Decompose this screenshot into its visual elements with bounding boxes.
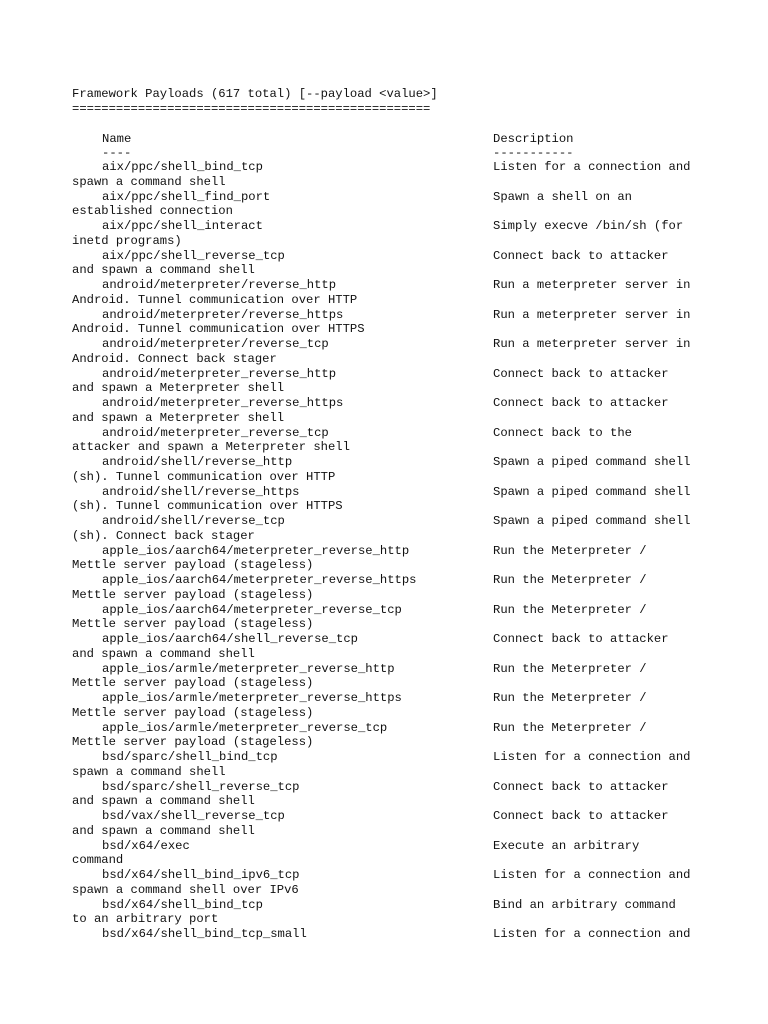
- payload-name: apple_ios/aarch64/meterpreter_reverse_tcp: [102, 602, 402, 617]
- description-column-header: Description: [493, 132, 574, 146]
- payload-description-continued: and spawn a command shell: [72, 646, 255, 661]
- payload-description-continued: Mettle server payload (stageless): [72, 676, 314, 690]
- payload-description-continued: and spawn a command shell: [72, 823, 255, 838]
- payload-name: aix/ppc/shell_reverse_tcp: [102, 248, 285, 263]
- payload-name: android/meterpreter/reverse_tcp: [102, 337, 329, 351]
- title-underline: =================================================: [72, 102, 431, 116]
- payload-name: android/shell/reverse_https: [102, 484, 300, 499]
- payload-name: aix/ppc/shell_find_port: [102, 189, 271, 204]
- payload-description-continued: spawn a command shell: [72, 174, 226, 189]
- payload-description: Run the Meterpreter /: [493, 602, 647, 617]
- description-column-underline: -----------: [493, 146, 574, 160]
- payload-description: Connect back to attacker: [493, 809, 669, 823]
- payload-description-continued: Mettle server payload (stageless): [72, 735, 314, 749]
- payload-description-continued: Mettle server payload (stageless): [72, 587, 314, 602]
- payload-description-continued: Mettle server payload (stageless): [72, 558, 314, 572]
- payload-name: android/meterpreter/reverse_https: [102, 307, 344, 322]
- payload-description: Bind an arbitrary command: [493, 897, 676, 912]
- payload-name: bsd/x64/exec: [102, 838, 190, 853]
- payload-description: Connect back to attacker: [493, 248, 669, 263]
- name-column-underline: ----: [102, 146, 132, 160]
- payload-name: aix/ppc/shell_interact: [102, 219, 263, 233]
- payload-description: Spawn a piped command shell: [493, 455, 691, 469]
- payload-name: bsd/sparc/shell_reverse_tcp: [102, 779, 300, 794]
- payload-name: android/shell/reverse_http: [102, 455, 293, 469]
- payload-name: bsd/x64/shell_bind_ipv6_tcp: [102, 868, 300, 882]
- listing-title: Framework Payloads (617 total) [--payload <value>]: [72, 87, 438, 101]
- payload-name: apple_ios/armle/meterpreter_reverse_http: [102, 661, 395, 676]
- payload-name: bsd/sparc/shell_bind_tcp: [102, 750, 278, 764]
- payload-description-continued: Android. Connect back stager: [72, 351, 277, 366]
- payload-description: Connect back to attacker: [493, 632, 669, 646]
- payload-description-continued: spawn a command shell over IPv6: [72, 882, 299, 897]
- payload-name: apple_ios/aarch64/meterpreter_reverse_http: [102, 543, 410, 558]
- payload-description: Connect back to attacker: [493, 366, 669, 381]
- payload-description: Connect back to the: [493, 425, 632, 440]
- payload-name: bsd/x64/shell_bind_tcp_small: [102, 927, 307, 941]
- payload-description-continued: spawn a command shell: [72, 764, 226, 779]
- payload-description-continued: and spawn a Meterpreter shell: [72, 381, 285, 395]
- payload-description: Spawn a piped command shell: [493, 514, 691, 528]
- payload-description-continued: and spawn a command shell: [72, 794, 255, 808]
- payload-name: android/meterpreter/reverse_http: [102, 278, 337, 292]
- payload-description-continued: attacker and spawn a Meterpreter shell: [72, 440, 350, 454]
- payload-name: aix/ppc/shell_bind_tcp: [102, 160, 263, 174]
- payload-description: Run the Meterpreter /: [493, 691, 647, 705]
- payload-description: Run the Meterpreter /: [493, 720, 647, 735]
- payload-description-continued: command: [72, 853, 124, 867]
- payload-description: Run the Meterpreter /: [493, 573, 647, 587]
- payload-description-continued: and spawn a Meterpreter shell: [72, 410, 285, 425]
- payload-description: Listen for a connection and: [493, 927, 691, 941]
- payload-description: Listen for a connection and: [493, 750, 691, 764]
- payload-description-continued: to an arbitrary port: [72, 912, 219, 926]
- payload-description-continued: Mettle server payload (stageless): [72, 705, 314, 720]
- payload-name: bsd/x64/shell_bind_tcp: [102, 897, 263, 912]
- payload-name: apple_ios/aarch64/shell_reverse_tcp: [102, 632, 358, 646]
- payload-description: Run a meterpreter server in: [493, 278, 691, 292]
- payload-description: Run a meterpreter server in: [493, 337, 691, 351]
- payload-description: Connect back to attacker: [493, 779, 669, 794]
- payload-description: Listen for a connection and: [493, 868, 691, 882]
- payload-description: Spawn a piped command shell: [493, 484, 691, 499]
- payload-description: Run the Meterpreter /: [493, 661, 647, 676]
- payload-description-continued: (sh). Tunnel communication over HTTPS: [72, 499, 343, 513]
- payload-description: Run a meterpreter server in: [493, 307, 691, 322]
- payload-name: android/meterpreter_reverse_https: [102, 396, 344, 410]
- payload-description-continued: Android. Tunnel communication over HTTPS: [72, 322, 365, 336]
- payload-description-continued: Mettle server payload (stageless): [72, 617, 314, 631]
- name-column-header: Name: [102, 132, 132, 146]
- payload-name: android/meterpreter_reverse_http: [102, 366, 337, 381]
- payload-description-continued: established connection: [72, 204, 233, 218]
- payload-description: Simply execve /bin/sh (for: [493, 219, 684, 233]
- payload-description-continued: Android. Tunnel communication over HTTP: [72, 292, 358, 307]
- payload-name: apple_ios/aarch64/meterpreter_reverse_https: [102, 573, 417, 587]
- payload-name: android/meterpreter_reverse_tcp: [102, 425, 329, 440]
- payload-name: bsd/vax/shell_reverse_tcp: [102, 809, 285, 823]
- payload-description: Execute an arbitrary: [493, 838, 640, 853]
- payload-description: Run the Meterpreter /: [493, 543, 647, 558]
- payload-name: apple_ios/armle/meterpreter_reverse_https: [102, 691, 402, 705]
- payload-description: Spawn a shell on an: [493, 189, 632, 204]
- payload-description-continued: (sh). Tunnel communication over HTTP: [72, 469, 336, 484]
- payload-name: android/shell/reverse_tcp: [102, 514, 285, 528]
- payload-description: Listen for a connection and: [493, 160, 691, 174]
- payload-name: apple_ios/armle/meterpreter_reverse_tcp: [102, 720, 388, 735]
- payload-description-continued: (sh). Connect back stager: [72, 528, 255, 543]
- payload-description-continued: and spawn a command shell: [72, 263, 255, 277]
- payload-description-continued: inetd programs): [72, 233, 182, 248]
- payload-description: Connect back to attacker: [493, 396, 669, 410]
